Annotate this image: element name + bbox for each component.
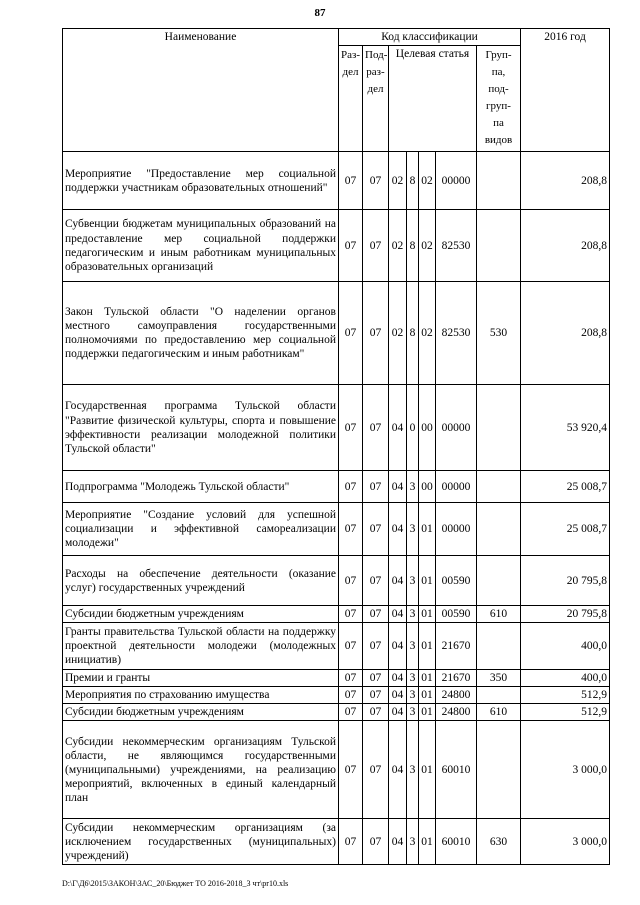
row-target-event: 01: [419, 556, 436, 606]
row-target-program: 04: [389, 687, 407, 704]
row-target-program: 04: [389, 606, 407, 623]
row-section: 07: [339, 556, 363, 606]
row-target-program: 02: [389, 282, 407, 385]
row-target-direction: 21670: [436, 670, 477, 687]
table-row: [63, 687, 610, 704]
header-code-group: Код классификации: [339, 29, 521, 46]
table-row: [63, 503, 610, 556]
row-target-subprogram: 8: [407, 152, 419, 210]
row-name: Премии и гранты: [63, 670, 339, 687]
table-row: [63, 623, 610, 670]
row-amount: 208,8: [521, 152, 610, 210]
row-amount: 512,9: [521, 687, 610, 704]
row-target-event: 01: [419, 704, 436, 721]
row-target-subprogram: 3: [407, 704, 419, 721]
row-section: 07: [339, 385, 363, 471]
row-subsection: 07: [363, 556, 389, 606]
row-target-event: 01: [419, 819, 436, 865]
header-group: Груп- па, под- груп- па видов: [477, 46, 521, 152]
row-subsection: 07: [363, 152, 389, 210]
row-expense-group: [477, 385, 521, 471]
table-row: [63, 670, 610, 687]
row-target-subprogram: 3: [407, 721, 419, 819]
row-target-direction: 24800: [436, 704, 477, 721]
row-subsection: 07: [363, 471, 389, 503]
row-target-subprogram: 3: [407, 623, 419, 670]
row-section: 07: [339, 623, 363, 670]
row-target-program: 04: [389, 556, 407, 606]
row-target-subprogram: 3: [407, 503, 419, 556]
row-target-program: 04: [389, 471, 407, 503]
row-section: 07: [339, 721, 363, 819]
row-amount: 25 008,7: [521, 503, 610, 556]
row-expense-group: 530: [477, 282, 521, 385]
row-amount: 208,8: [521, 210, 610, 282]
row-expense-group: [477, 687, 521, 704]
row-target-event: 02: [419, 152, 436, 210]
row-subsection: 07: [363, 606, 389, 623]
row-section: 07: [339, 282, 363, 385]
row-target-direction: 00590: [436, 556, 477, 606]
row-subsection: 07: [363, 623, 389, 670]
row-target-program: 04: [389, 623, 407, 670]
page-number: 87: [314, 7, 326, 19]
table-body: [63, 152, 610, 865]
row-target-program: 04: [389, 721, 407, 819]
row-expense-group: [477, 623, 521, 670]
row-expense-group: 350: [477, 670, 521, 687]
row-section: 07: [339, 210, 363, 282]
row-name: Расходы на обеспечение деятельности (оказание услуг) государственных учреждений: [63, 556, 339, 606]
row-name: Субсидии бюджетным учреждениям: [63, 704, 339, 721]
row-name: Мероприятие "Создание условий для успешной социализации и эффективной самореализации молодежи": [63, 503, 339, 556]
header-year: 2016 год: [521, 29, 610, 152]
row-target-direction: 00590: [436, 606, 477, 623]
row-amount: 20 795,8: [521, 606, 610, 623]
table-row: [63, 385, 610, 471]
row-name: Государственная программа Тульской области "Развитие физической культуры, спорта и повышение эффективности реализации молодежной политики Тульской области": [63, 385, 339, 471]
row-section: 07: [339, 152, 363, 210]
row-amount: 3 000,0: [521, 819, 610, 865]
row-target-subprogram: 3: [407, 606, 419, 623]
row-subsection: 07: [363, 721, 389, 819]
row-section: 07: [339, 704, 363, 721]
row-expense-group: [477, 471, 521, 503]
row-name: Закон Тульской области "О наделении органов местного самоуправления государственными полномочиями по предоставлению мер социальной поддержки педагогическим и иным работникам": [63, 282, 339, 385]
row-target-program: 04: [389, 385, 407, 471]
row-amount: 3 000,0: [521, 721, 610, 819]
table-row: [63, 210, 610, 282]
row-name: Мероприятие "Предоставление мер социальной поддержки участникам образовательных отношений": [63, 152, 339, 210]
row-target-event: 01: [419, 606, 436, 623]
row-target-program: 02: [389, 210, 407, 282]
row-subsection: 07: [363, 210, 389, 282]
row-target-event: 02: [419, 282, 436, 385]
row-subsection: 07: [363, 704, 389, 721]
row-expense-group: 630: [477, 819, 521, 865]
table-row: [63, 471, 610, 503]
table-row: [63, 152, 610, 210]
row-section: 07: [339, 503, 363, 556]
row-subsection: 07: [363, 670, 389, 687]
row-amount: 20 795,8: [521, 556, 610, 606]
row-target-direction: 82530: [436, 210, 477, 282]
row-subsection: 07: [363, 385, 389, 471]
row-section: 07: [339, 819, 363, 865]
table-row: [63, 606, 610, 623]
row-target-event: 02: [419, 210, 436, 282]
row-expense-group: [477, 721, 521, 819]
row-target-direction: 21670: [436, 623, 477, 670]
row-target-subprogram: 3: [407, 670, 419, 687]
header-row-top: [63, 29, 610, 46]
row-name: Субвенции бюджетам муниципальных образований на предоставление мер социальной поддержки педагогическим и иным работникам муниципальных образовательных организаций: [63, 210, 339, 282]
row-target-event: 00: [419, 471, 436, 503]
row-amount: 53 920,4: [521, 385, 610, 471]
row-target-program: 02: [389, 152, 407, 210]
table-row: [63, 282, 610, 385]
row-target-subprogram: 0: [407, 385, 419, 471]
header-subsection: Под- раз- дел: [363, 46, 389, 152]
row-subsection: 07: [363, 503, 389, 556]
row-section: 07: [339, 471, 363, 503]
row-target-event: 01: [419, 670, 436, 687]
header-section: Раз- дел: [339, 46, 363, 152]
row-name: Субсидии некоммерческим организациям (за исключением государственных (муниципальных) учреждений): [63, 819, 339, 865]
row-name: Мероприятия по страхованию имущества: [63, 687, 339, 704]
row-name: Субсидии некоммерческим организациям Тульской области, не являющимся государственными (муниципальными) учреждениями, на реализацию мероприятий, включенных в единый календарный план: [63, 721, 339, 819]
row-amount: 400,0: [521, 623, 610, 670]
row-section: 07: [339, 687, 363, 704]
table-row: [63, 556, 610, 606]
row-section: 07: [339, 606, 363, 623]
row-name: Гранты правительства Тульской области на поддержку проектной деятельности молодежи (молодежных инициатив): [63, 623, 339, 670]
row-target-event: 01: [419, 503, 436, 556]
file-path-footer: D:\Г\Д6\2015\ЗАКОН\ЗАС_20\Бюджет ТО 2016-2018_3 чт\pr10.xls: [62, 879, 289, 888]
header-target-cont: [389, 140, 477, 152]
row-amount: 512,9: [521, 704, 610, 721]
table-row: [63, 819, 610, 865]
row-expense-group: 610: [477, 606, 521, 623]
row-target-direction: 00000: [436, 152, 477, 210]
row-target-direction: 60010: [436, 819, 477, 865]
row-target-subprogram: 3: [407, 471, 419, 503]
table-row: [63, 721, 610, 819]
row-name: Подпрограмма "Молодежь Тульской области": [63, 471, 339, 503]
row-target-event: 00: [419, 385, 436, 471]
row-target-direction: 24800: [436, 687, 477, 704]
row-target-event: 01: [419, 623, 436, 670]
row-subsection: 07: [363, 282, 389, 385]
row-target-subprogram: 8: [407, 210, 419, 282]
table-row: [63, 704, 610, 721]
header-target: Целевая статья: [389, 46, 477, 140]
row-target-subprogram: 3: [407, 556, 419, 606]
row-expense-group: [477, 210, 521, 282]
row-target-subprogram: 3: [407, 819, 419, 865]
row-name: Субсидии бюджетным учреждениям: [63, 606, 339, 623]
row-target-program: 04: [389, 819, 407, 865]
row-expense-group: [477, 152, 521, 210]
header-name: Наименование: [63, 29, 339, 152]
row-target-event: 01: [419, 687, 436, 704]
row-amount: 208,8: [521, 282, 610, 385]
row-section: 07: [339, 670, 363, 687]
row-target-direction: 00000: [436, 385, 477, 471]
budget-table: [62, 28, 610, 865]
row-expense-group: [477, 556, 521, 606]
row-target-direction: 00000: [436, 471, 477, 503]
row-amount: 25 008,7: [521, 471, 610, 503]
row-target-subprogram: 8: [407, 282, 419, 385]
row-subsection: 07: [363, 687, 389, 704]
row-expense-group: 610: [477, 704, 521, 721]
row-target-program: 04: [389, 670, 407, 687]
row-target-direction: 00000: [436, 503, 477, 556]
row-expense-group: [477, 503, 521, 556]
row-target-direction: 82530: [436, 282, 477, 385]
row-target-subprogram: 3: [407, 687, 419, 704]
row-target-direction: 60010: [436, 721, 477, 819]
row-target-program: 04: [389, 503, 407, 556]
row-subsection: 07: [363, 819, 389, 865]
row-amount: 400,0: [521, 670, 610, 687]
row-target-program: 04: [389, 704, 407, 721]
row-target-event: 01: [419, 721, 436, 819]
